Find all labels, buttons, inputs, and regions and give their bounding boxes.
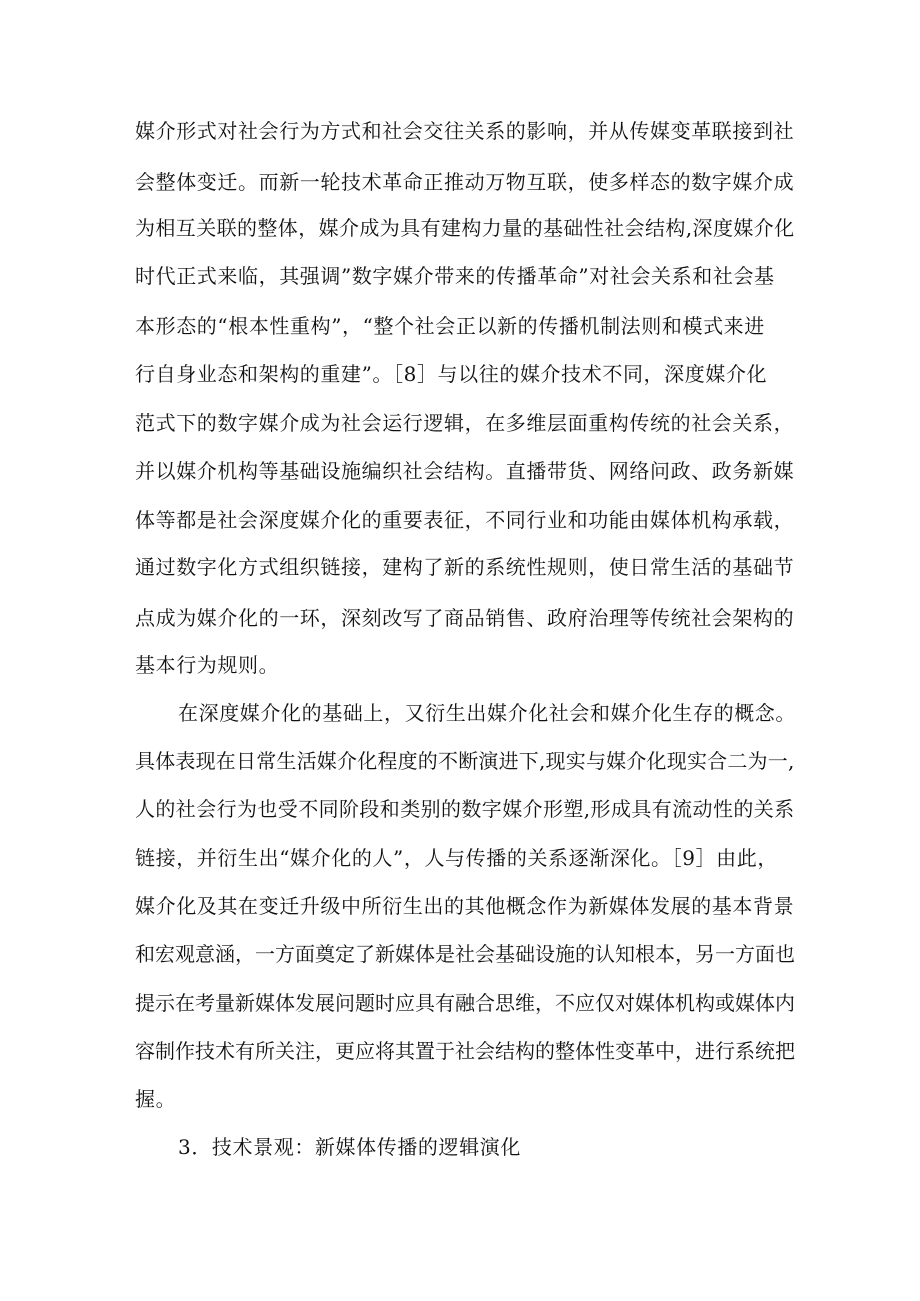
paragraph-2-line-7: 提示在考量新媒体发展问题时应具有融合思维，不应仅对媒体机构或媒体内 [135, 991, 795, 1015]
paragraph-2-line-6: 和宏观意涵，一方面奠定了新媒体是社会基础设施的认知根本，另一方面也 [135, 942, 795, 966]
paragraph-1-line-8: 并以媒介机构等基础设施编织社会结构。直播带货、网络问政、政务新媒 [135, 459, 795, 483]
paragraph-2-line-8: 容制作技术有所关注，更应将其置于社会结构的整体性变革中，进行系统把 [135, 1039, 795, 1063]
paragraph-1-line-11: 点成为媒介化的一环，深刻改写了商品销售、政府治理等传统社会架构的 [135, 606, 795, 630]
paragraph-2-line-5: 媒介化及其在变迁升级中所衍生出的其他概念作为新媒体发展的基本背景 [135, 894, 795, 918]
paragraph-1-line-4: 时代正式来临，其强调”数字媒介带来的传播革命”对社会关系和社会基 [135, 264, 775, 288]
paragraph-1-line-3: 为相互关联的整体，媒介成为具有建构力量的基础性社会结构,深度媒介化 [135, 216, 795, 240]
paragraph-2-line-4: 链接，并衍生出“媒介化的人”，人与传播的关系逐渐深化。［9］由此， [135, 846, 778, 870]
paragraph-2-line-3: 人的社会行为也受不同阶段和类别的数字媒介形塑,形成具有流动性的关系 [135, 797, 795, 821]
paragraph-1-line-10: 通过数字化方式组织链接，建构了新的系统性规则，使日常生活的基础节 [135, 555, 795, 579]
paragraph-2-line-9: 握。 [135, 1087, 177, 1111]
paragraph-1-line-6: 行自身业态和架构的重建”。［8］与以往的媒介技术不同，深度媒介化 [135, 362, 768, 386]
paragraph-1-line-12: 基本行为规则。 [135, 653, 280, 677]
section-heading: 3．技术景观：新媒体传播的逻辑演化 [178, 1135, 521, 1159]
paragraph-1-line-9: 体等都是社会深度媒介化的重要表征，不同行业和功能由媒体机构承载， [135, 508, 795, 532]
paragraph-1-line-2: 会整体变迁。而新一轮技术革命正推动万物互联，使多样态的数字媒介成 [135, 170, 795, 194]
paragraph-1-line-1: 媒介形式对社会行为方式和社会交往关系的影响，并从传媒变革联接到社 [135, 119, 795, 143]
paragraph-2-line-1: 在深度媒介化的基础上，又衍生出媒介化社会和媒介化生存的概念。 [178, 701, 796, 725]
paragraph-2-line-2: 具体表现在日常生活媒介化程度的不断演进下,现实与媒介化现实合二为一, [135, 749, 795, 773]
paragraph-1-line-7: 范式下的数字媒介成为社会运行逻辑，在多维层面重构传统的社会关系， [135, 411, 795, 435]
paragraph-1-line-5: 本形态的“根本性重构”，“整个社会正以新的传播机制法则和模式来进 [135, 314, 765, 338]
